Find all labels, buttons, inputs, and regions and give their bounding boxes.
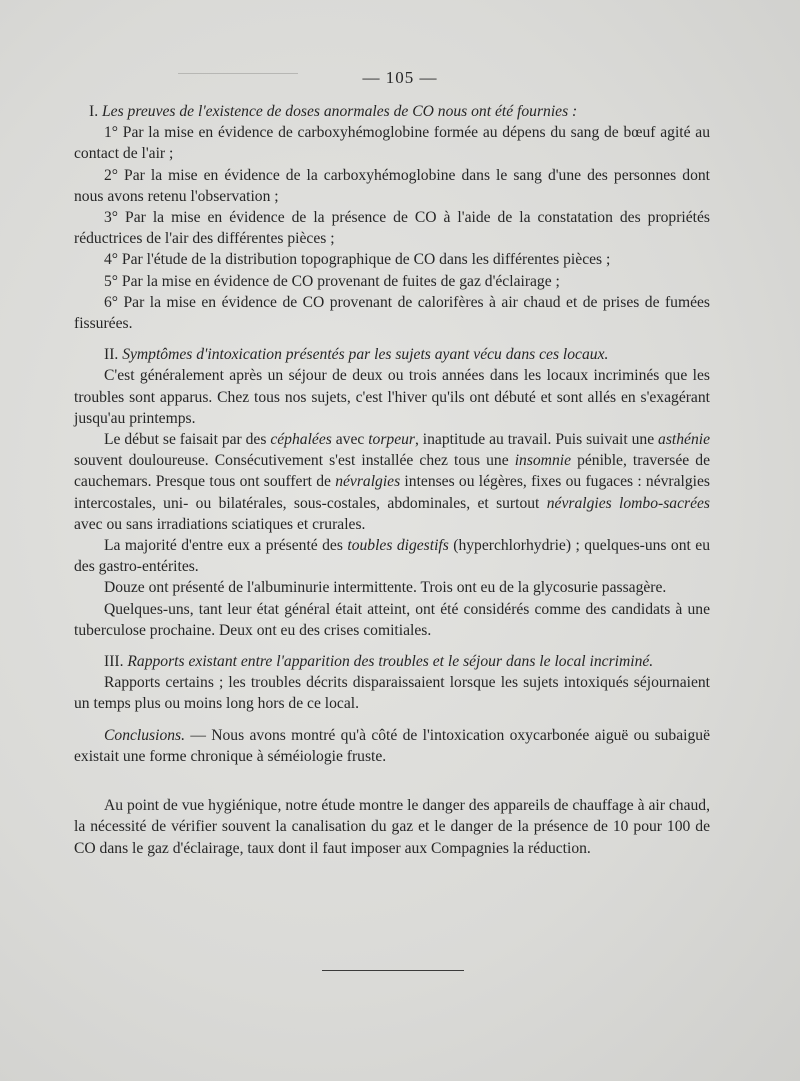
symptoms-paragraph-general-state: Quelques-uns, tant leur état général était atteint, ont été considérés comme des candidats à une tuberculose prochaine. Deux ont eu des crises comitiales. (74, 600, 710, 639)
conclusions-paragraph: Conclusions. — Nous avons montré qu'à côté de l'intoxication oxycarbonée aiguë ou subaiguë existait une forme chronique à séméiologie fruste. (74, 726, 710, 765)
symptoms-paragraph-digestive: La majorité d'entre eux a présenté des toubles digestifs (hyperchlorhydrie) ; quelques-uns ont eu des gastro-entérites. (74, 537, 711, 576)
proof-item-6: 6° Par la mise en évidence de CO provenant de calorifères à air chaud et de prises de fumées fissurées. (74, 293, 710, 333)
page-number: — 105 — (362, 68, 438, 87)
body-text (74, 101, 710, 859)
hygiene-paragraph: Au point de vue hygiénique, notre étude montre le danger des appareils de chauffage à air chaud, la nécessité de vérifier souvent la canalisation du gaz et le danger de la présence de 10 pour 100 de CO dans le gaz d'éclairage, taux dont il faut imposer aux Compagnies la réduction. (74, 797, 710, 857)
proof-item-4: 4° Par l'étude de la distribution topographique de CO dans les différentes pièces ; (104, 251, 611, 269)
proof-item-5: 5° Par la mise en évidence de CO provenant de fuites de gaz d'éclairage ; (104, 272, 560, 290)
closing-rule (322, 970, 464, 971)
symptoms-paragraph-albuminuria: Douze ont présenté de l'albuminurie intermittente. Trois ont eu de la glycosurie passagère. (104, 579, 667, 597)
symptoms-paragraph-onset: C'est généralement après un séjour de deux ou trois années dans les locaux incriminés que les troubles sont apparus. Chez tous nos sujets, c'est l'hiver qu'ils ont débuté et sont allés en s'exagérant jusqu'au printemps. (74, 367, 710, 427)
relations-paragraph: Rapports certains ; les troubles décrits disparaissaient lorsque les sujets intoxiqués séjournaient un temps plus ou moins long hors de ce local. (74, 674, 710, 713)
section-heading-relations: III. Rapports existant entre l'apparition des troubles et le séjour dans le local incriminé. (104, 653, 654, 671)
proof-item-2: 2° Par la mise en évidence de la carboxyhémoglobine dans le sang d'une des personnes dont nous avons retenu l'observation ; (74, 166, 710, 205)
proof-item-1: 1° Par la mise en évidence de carboxyhémoglobine formée au dépens du sang de bœuf agité au contact de l'air ; (74, 124, 710, 163)
section-heading-symptoms: II. Symptômes d'intoxication présentés par les sujets ayant vécu dans ces locaux. (104, 346, 609, 364)
symptoms-paragraph-description: Le début se faisait par des céphalées avec torpeur, inaptitude au travail. Puis suivait une asthénie souvent douloureuse. Consécutivement s'est installée chez tous une insomnie pénible, traversée de cauchemars. Presque tous ont souffert de névralgies intenses ou légères, fixes ou fugaces : névralgies intercostales, uni- ou bilatérales, sous-costales, abdominales, et surtout névralgies lombo-sacrées avec ou sans irradiations sciatiques et crurales. (74, 431, 711, 533)
section-heading-proofs: I. Les preuves de l'existence de doses anormales de CO nous ont été fournies : (89, 103, 578, 120)
proof-item-3: 3° Par la mise en évidence de la présence de CO à l'aide de la constatation des propriétés réductrices de l'air des différentes pièces ; (74, 209, 710, 248)
